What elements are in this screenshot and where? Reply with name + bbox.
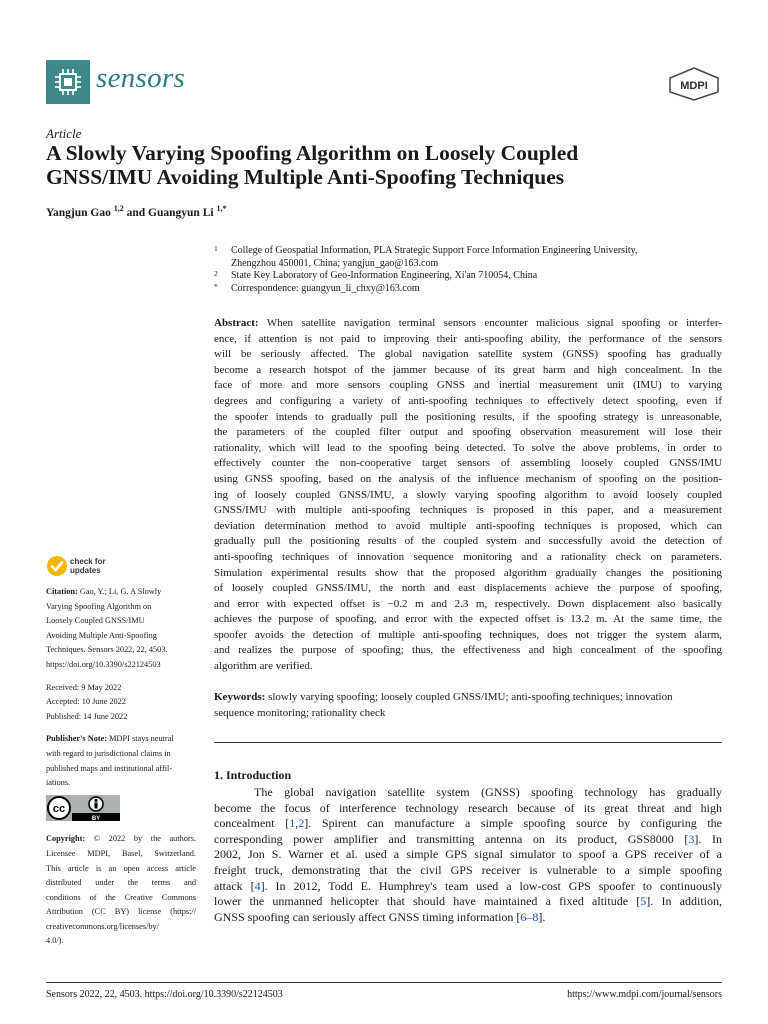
- citation-ref-link[interactable]: 1: [289, 816, 296, 831]
- affiliation-mark: 1: [214, 244, 218, 253]
- copyright-label: Copyright:: [46, 834, 86, 844]
- abstract-line: face of more and more sensors coupling GNSS and inertial measurement unit (IMU) to varying: [214, 379, 722, 392]
- abstract-line: using GNSS spoofing, based on the analysis of the influence mechanism of spoofing on the position-: [214, 472, 722, 485]
- check-updates-top: check for: [70, 557, 106, 566]
- publisher-name: MDPI: [680, 80, 708, 92]
- citation-line: Avoiding Multiple Anti-Spoofing: [46, 630, 157, 640]
- section-divider: [214, 742, 722, 743]
- citation-ref-link[interactable]: 4: [254, 878, 261, 893]
- abstract-line: spoofer avoids the detection of multiple anti-spoofing techniques, does not trigger the system alarm,: [214, 628, 722, 641]
- date-published: Published: 14 June 2022: [46, 711, 128, 721]
- intro-text: 2002, Jon S. Warner et al. used a simple GPS signal simulator to spoof a GPS receiver of a: [214, 847, 722, 862]
- abstract: [214, 316, 722, 675]
- note-label: Publisher's Note:: [46, 734, 108, 744]
- introduction-body: [214, 785, 722, 925]
- abstract-line: the parameters of the coupled filter output and spoofing observation measurement will lose their: [214, 426, 722, 439]
- sensors-logo-icon: [46, 60, 90, 104]
- citation-ref-link[interactable]: 2: [298, 816, 305, 831]
- abstract-label: Abstract:: [214, 317, 259, 329]
- citation-label: Citation:: [46, 587, 78, 596]
- abstract-line: become a research hotspot of the jammer because of its great harm and high concealment. In the: [214, 363, 722, 376]
- keywords-text: slowly varying spoofing; loosely coupled GNSS/IMU; anti-spoofing techniques; innovation: [268, 691, 673, 703]
- intro-text: attack [: [214, 878, 255, 893]
- affiliation-line: College of Geospatial Information, PLA Strategic Support Force Information Engineering University,: [231, 245, 638, 256]
- intro-line: [214, 910, 722, 926]
- abstract-line: ence, if attention is not paid to improving their anti-spoofing ability, the performance of the sensors: [214, 332, 722, 345]
- section-heading: 1. Introduction: [214, 768, 292, 782]
- svg-text:BY: BY: [91, 815, 101, 821]
- abstract-line: ing of loosely coupled GNSS/IMU, a slowly varying spoofing algorithm to avoid loosely coupled: [214, 488, 722, 501]
- citation-text: Gao, Y.; Li, G. A Slowly: [77, 587, 162, 596]
- affiliations: [214, 245, 724, 295]
- footer-divider: [46, 982, 722, 983]
- citation-doi-link[interactable]: https://doi.org/10.3390/s22124503: [46, 659, 161, 669]
- keywords-line: sequence monitoring; rationality check: [214, 706, 386, 719]
- abstract-line: achieves the purpose of spoofing, and error with the expected offset is 13.2 m. At the same time, the: [214, 613, 722, 626]
- copyright-line: 4.0/).: [46, 936, 64, 946]
- intro-text: freight truck, demonstrating that the civil GPS receiver is vulnerable to a simple spoofing: [214, 862, 722, 877]
- affiliation-line: Zhengzhou 450001, China; yangjun_gao@163.com: [231, 257, 439, 269]
- intro-line: [214, 847, 722, 863]
- affiliation-item: [214, 283, 724, 296]
- intro-text: lower the unmanned helicopter that should have maintained a fixed altitude [: [214, 894, 641, 909]
- note-text: MDPI stays neutral: [107, 734, 174, 744]
- abstract-line: algorithm are verified.: [214, 660, 313, 673]
- affiliation-item: [214, 270, 724, 283]
- mdpi-logo: [666, 66, 722, 102]
- note-line: iations.: [46, 778, 71, 788]
- sidebar: [46, 555, 196, 949]
- abstract-line: degrees and configuring a variety of anti-spoofing techniques to effectively detect spoofing, even if: [214, 394, 722, 407]
- intro-line: [214, 801, 722, 817]
- footer-citation: Sensors 2022, 22, 4503. https://doi.org/10.3390/s22124503: [46, 989, 283, 1000]
- abstract-line: Simulation experimental results show that the proposed algorithm gradually changes the positioning: [214, 566, 722, 579]
- affiliation-line: State Key Laboratory of Geo-Information Engineering, Xi'an 710054, China: [231, 270, 538, 282]
- title-line: GNSS/IMU Avoiding Multiple Anti-Spoofing Techniques: [46, 165, 565, 189]
- copyright-line: This article is an open access article: [46, 863, 196, 873]
- svg-text:cc: cc: [52, 802, 66, 815]
- check-updates-label: [70, 557, 106, 575]
- abstract-line: and error with expected offset is −0.2 m and 2.3 m, respectively. Down displacement also basically: [214, 597, 722, 610]
- citation-line: Loosely Coupled GNSS/IMU: [46, 616, 145, 626]
- check-updates-bottom: updates: [70, 566, 101, 575]
- intro-line: [214, 832, 722, 848]
- intro-text: GNSS spoofing can seriously affect GNSS timing information [: [214, 909, 521, 924]
- intro-text: concealment [: [214, 816, 290, 831]
- intro-line: [214, 879, 722, 895]
- citation-line: Varying Spoofing Algorithm on: [46, 601, 152, 611]
- note-line: published maps and institutional affil-: [46, 763, 173, 773]
- journal-header: [46, 60, 722, 104]
- author-affiliation-mark: 1,*: [216, 204, 227, 213]
- affiliation-line: Correspondence: guangyun_li_chxy@163.com: [231, 282, 420, 294]
- author-name: Yangjun Gao: [46, 206, 111, 219]
- intro-text: ]. In addition,: [646, 894, 722, 909]
- affiliation-item: [214, 245, 724, 270]
- abstract-line: rationality, which will lead to the spoofing being detected. To solve the above problems, in order to: [214, 441, 722, 454]
- author-affiliation-mark: 1,2: [113, 204, 124, 213]
- copyright-line: [46, 832, 196, 847]
- intro-text: become the focus of interference technology research because of its great threat and high: [214, 800, 722, 815]
- keywords-label: Keywords:: [214, 691, 266, 703]
- note-line: with regard to jurisdictional claims in: [46, 748, 171, 758]
- footer-journal-link[interactable]: https://www.mdpi.com/journal/sensors: [567, 989, 722, 1000]
- copyright-line: distributed under the terms and: [46, 878, 196, 888]
- abstract-line: anti-spoofing techniques of innovation sequence monitoring and a rationality check on parameters.: [214, 550, 722, 563]
- citation-line: [46, 585, 196, 600]
- copyright-block: [46, 832, 196, 949]
- copyright-line: creativecommons.org/licenses/by/: [46, 921, 159, 931]
- publisher-note: [46, 732, 196, 790]
- cc-by-license-icon[interactable]: [46, 795, 120, 821]
- intro-text: The global navigation satellite system (GNSS) spoofing technology has gradually: [254, 785, 722, 799]
- abstract-line: GNSS/IMU with multiple anti-spoofing techniques is proposed in this paper, and a measurement: [214, 504, 722, 517]
- intro-text: ].: [538, 909, 546, 924]
- citation-block: [46, 585, 196, 673]
- keywords-line: [214, 690, 722, 706]
- abstract-line: of loosely coupled GNSS/IMU, the north and east displacements achieve the purpose of spoofing,: [214, 582, 722, 595]
- intro-line: [214, 816, 722, 832]
- author-joiner: and: [126, 206, 146, 219]
- abstract-line: effectively counter the non-cooperative target sensors of assembling loosely coupled GNSS/IMU: [214, 457, 722, 470]
- abstract-line: will be seriously affected. The global navigation satellite system (GNSS) spoofing has gradually: [214, 348, 722, 361]
- keywords: [214, 690, 722, 721]
- citation-line: Techniques. Sensors 2022, 22, 4503.: [46, 645, 168, 655]
- title-line: A Slowly Varying Spoofing Algorithm on Loosely Coupled: [46, 141, 579, 165]
- abstract-line: the spoofer intends to gradually pull the positioning results, if the spoofing strategy is unreasonable,: [214, 410, 722, 423]
- intro-text: corresponding power amplifier and transmitting antenna on its product, GSS8000 [: [214, 831, 689, 846]
- copyright-line: Attribution (CC BY) license (https://: [46, 907, 196, 917]
- copyright-text: © 2022 by the authors.: [85, 834, 196, 844]
- note-line: [46, 732, 196, 747]
- intro-line: [214, 863, 722, 879]
- citation-ref-link[interactable]: 3: [688, 831, 695, 846]
- abstract-line: deviation determination method to avoid multiple anti-spoofing techniques is proposed, which can: [214, 519, 722, 532]
- date-received: Received: 9 May 2022: [46, 682, 122, 692]
- intro-text: ,: [295, 816, 299, 831]
- author-list: [46, 204, 226, 219]
- check-for-updates-button[interactable]: [46, 555, 196, 581]
- author-name: Guangyun Li: [148, 206, 214, 219]
- abstract-line: gradually pull the positioning results of the coupled system and successfully avoid the detection of: [214, 535, 722, 548]
- intro-text: ]. In: [694, 831, 722, 846]
- affiliation-mark: 2: [214, 269, 218, 279]
- abstract-line: [214, 316, 722, 332]
- intro-text: ]. In 2012, Todd E. Humphrey's team used a low-cost GPS spoofer to continuously: [260, 878, 722, 893]
- intro-line: [214, 785, 722, 801]
- copyright-line: conditions of the Creative Commons: [46, 892, 196, 902]
- affiliation-mark: *: [214, 281, 218, 291]
- abstract-line: and realizes the purpose of spoofing; thus, the effectiveness and high concealment of the spoofing: [214, 644, 722, 657]
- intro-line: [214, 894, 722, 910]
- article-type: Article: [46, 126, 82, 141]
- journal-name: sensors: [96, 62, 186, 94]
- abstract-text: When satellite navigation terminal sensors encounter malicious signal spoofing or interfer-: [266, 317, 722, 329]
- dates-block: [46, 681, 196, 725]
- intro-text: ]. Spirent can manufacture a simple spoofing source by configuring the: [304, 816, 722, 831]
- copyright-line: Licensee MDPI, Basel, Switzerland.: [46, 848, 196, 858]
- paper-title: [46, 141, 726, 189]
- citation-ref-link[interactable]: 6–8: [520, 909, 539, 924]
- check-updates-icon: [46, 555, 68, 577]
- date-accepted: Accepted: 10 June 2022: [46, 697, 126, 707]
- citation-ref-link[interactable]: 5: [640, 894, 647, 909]
